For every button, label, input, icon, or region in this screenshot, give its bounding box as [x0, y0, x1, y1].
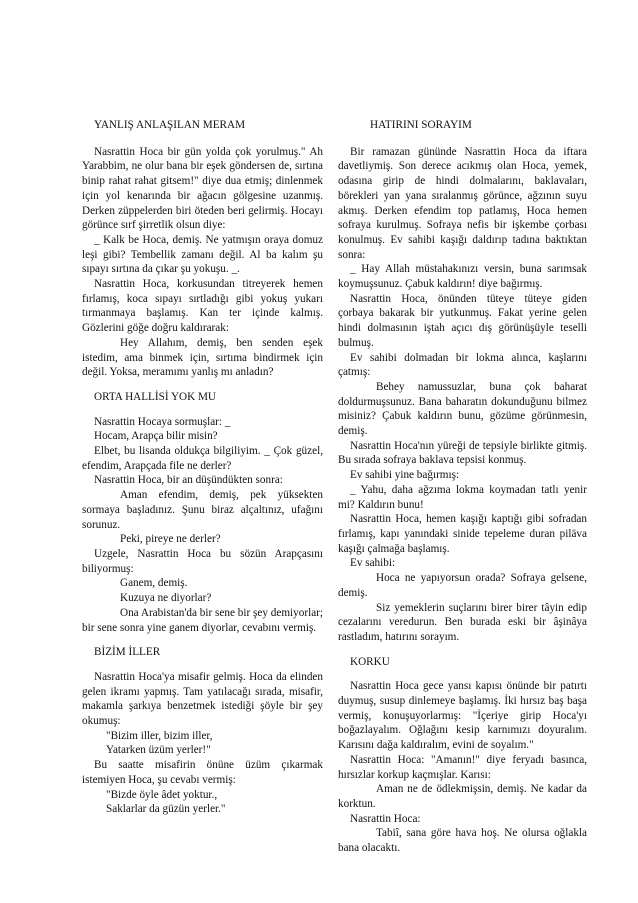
paragraph: Nasrattin Hoca, hemen kaşığı kaptığı gibi sofradan fırlamış, kapı yanındaki sinide tepeleme duran piläva kaşığı çalmağa başlamış.: [338, 513, 587, 555]
paragraph: Elbet, bu lisanda oldukça bilgiliyim. _ Çok güzel, efendim, Arapçada file ne derler?: [82, 445, 323, 472]
paragraph: Nasrattin Hoca, bir an düşündükten sonra:: [94, 474, 283, 487]
left-column: [82, 118, 323, 817]
story-title: KORKU: [350, 655, 390, 668]
paragraph: Tabiî, sana göre hava hoş. Ne olursa oğlakla bana olacaktı.: [338, 827, 587, 855]
story-title: ORTA HALLİSİ YOK MU: [94, 390, 217, 403]
story-title: HATIRINI SORAYIM: [370, 119, 472, 131]
paragraph: Nasrattin Hoca:: [350, 812, 421, 825]
paragraph: Nasrattin Hoca, önünden tüteye tüteye giden çorbaya bakarak bir yutkunmuş. Fakat yerine gelen hindi dolmasının iştah açıcı dış görünüşüyle teselli bulmuş.: [338, 292, 587, 349]
paragraph: Hocam, Arapça bilir misin?: [94, 430, 218, 443]
paragraph: Ev sahibi dolmadan bir lokma alınca, kaşlarını çatmış:: [338, 351, 587, 379]
paragraph: Nasrattin Hoca: "Amanın!" diye feryadı basınca, hırsızlar korkup kaçmışlar. Karısı:: [338, 753, 587, 781]
paragraph: Bu saatte misafirin önüne üzüm çıkarmak istemiyen Hoca, şu cevabı vermiş:: [82, 759, 323, 786]
paragraph: _ Hay Allah müstahakınızı versin, buna sarımsak koymuşsunuz. Çabuk kaldırın! diye bağırmış.: [338, 263, 587, 291]
paragraph: Ev sahibi yine bağırmış:: [350, 469, 460, 482]
paragraph: Kuzuya ne diyorlar?: [120, 592, 212, 605]
paragraph: Bir ramazan gününde Nasrattin Hoca da iftara davetliymiş. Son derece acıkmış olan Hoca, yemek, odasına girip de hindi dolmalarını, baklavaları, börekleri yan yana sıralanmış görünce, ağzının suyu akmış. Derken efendim top patlamış, Hoca hemen sofraya kurulmuş. Sofraya nefis bir işkembe çorbası konulmuş. Ev sahibi kaşığı daldırıp tadına baktıktan sonra:: [338, 145, 587, 261]
verse-line: "Bizim iller, bizim iller,: [106, 729, 213, 742]
paragraph: Ganem, demiş.: [120, 577, 188, 590]
paragraph: Ona Arabistan'da bir sene bir şey demiyorlar; bir sene sonra yine ganem diyorlar, cevabını vermiş.: [82, 606, 323, 634]
paragraph: _ Kalk be Hoca, demiş. Ne yatmışın oraya domuz leşi gibi? Tembellik zamanı değil. Al ba kalım şu sıpayı sırtına da çıkar şu yokuşu. _.: [82, 233, 323, 276]
paragraph: _ Yahu, daha ağzıma lokma koymadan tatlı yenir mi? Kaldırın bunu!: [338, 483, 587, 511]
paragraph: Hey Allahım, demiş, ben senden eşek istedim, ama binmek için, sırtıma bindirmek için değil. Yoksa, meramımı yanlış mı anladın?: [82, 336, 323, 379]
verse-line: Saklarlar da güzün yerler.": [106, 803, 226, 816]
verse-line: Yatarken üzüm yerler!": [106, 744, 211, 757]
paragraph: Nasrattin Hoca'ya misafir gelmiş. Hoca da elinden gelen ikramı yapmış. Tam yatılacağı sırada, misafir, makamla şarkıya benzetmek istediği şöyle bir şey okumuş:: [82, 670, 323, 728]
paragraph: Nasrattin Hoca'nın yüreği de tepsiyle birlikte gitmiş. Bu sırada sofraya baklava tepsisi konmuş.: [338, 439, 587, 467]
right-column: [338, 118, 587, 856]
paragraph: Nasrattin Hoca bir gün yolda çok yorulmuş." Ah Yarabbim, ne olur bana bir eşek göndersen de, sırtına binip rahat rahat gitsem!" diye dua etmiş; dinlenmek için yol kenarında bir ağacın gölgesine uzanmış. Derken züppelerden biri öteden beri gelirmiş. Hocayı görünce sırf şirretlik olsun diye:: [82, 145, 323, 232]
story-title: BİZİM İLLER: [94, 646, 161, 659]
paragraph: Nasrattin Hoca, korkusundan titreyerek hemen fırlamış, koca sıpayı sırtladığı gibi yokuş yukarı tırmanmaya başlamış. Kan ter içinde kalmış. Gözlerini göğe doğru kaldırarak:: [82, 278, 323, 335]
paragraph: Uzgele, Nasrattin Hoca bu sözün Arapçasını biliyormuş:: [82, 547, 323, 575]
verse-line: "Bizde öyle âdet yoktur.,: [106, 788, 218, 801]
paragraph: Aman efendim, demiş, pek yüksekten sormaya başladınız. Şunu biraz alçaltınız, ufağını sorunuz.: [82, 489, 323, 531]
paragraph: Hoca ne yapıyorsun orada? Sofraya gelsene, demiş.: [338, 572, 587, 599]
paragraph: Behey namussuzlar, buna çok baharat doldurmuşsunuz. Bana baharatın dokunduğunu bilmez misiniz? Çabuk kaldırın bunu, gözüme görünmesin, demiş.: [338, 380, 587, 438]
paragraph: Nasrattin Hocaya sormuşlar: _: [94, 415, 231, 428]
story-title: YANLIŞ ANLAŞILAN MERAM: [94, 119, 246, 131]
paragraph: Nasrattin Hoca gece yansı kapısı önünde bir patırtı duymuş, susup dinlemeye başlamış. İki hırsız baş başa vermiş, konuşuyorlarmış: "İçeriye girip Hoca'yı boğazlayalım. Oğlağını kesip karnımızı doyuralım. Karısını dağa kaldıralım, evini de soyalım.": [338, 680, 587, 752]
paragraph: Aman ne de ödlekmişsin, demiş. Ne kadar da korktun.: [338, 783, 587, 810]
paragraph: Siz yemeklerin suçlarını birer birer tâyin edip cezalarını veredurun. Ben burada eski bir âşinâya rastladım, hatırını sorayım.: [338, 601, 587, 643]
paragraph: Peki, pireye ne derler?: [120, 533, 221, 546]
paragraph: Ev sahibi:: [350, 557, 396, 570]
